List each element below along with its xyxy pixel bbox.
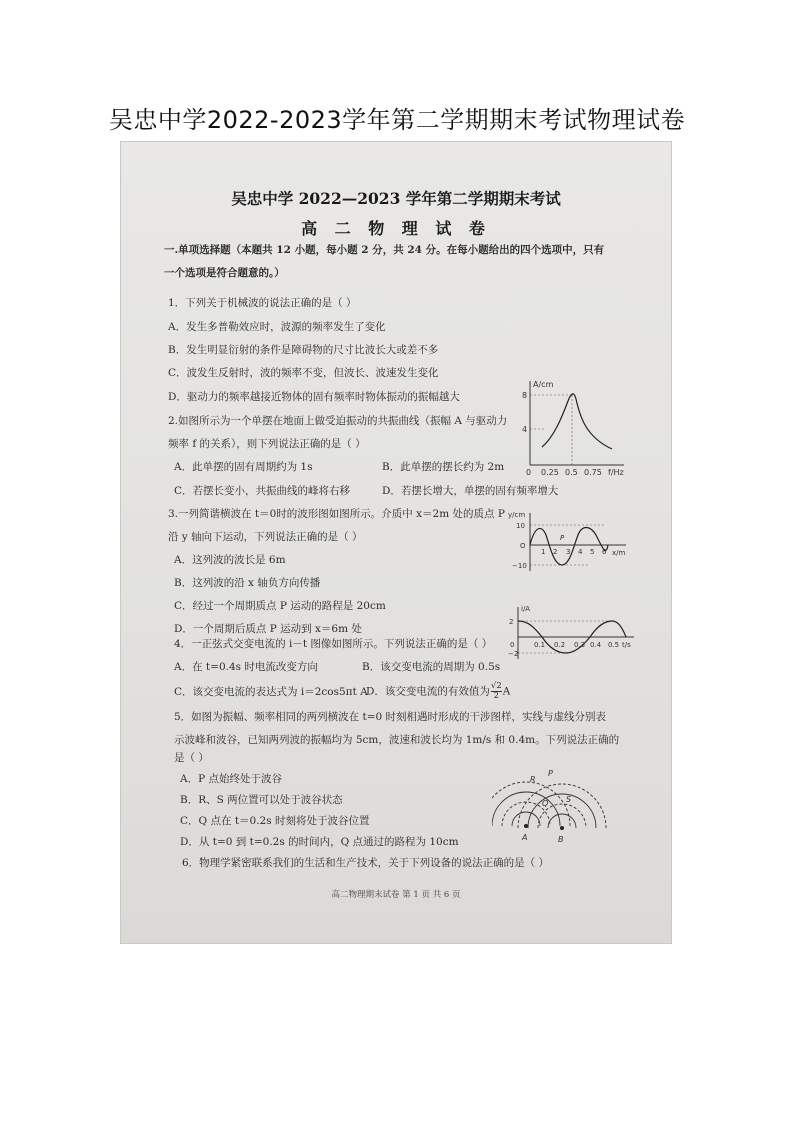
q3-option-d: D．一个周期后质点 P 运动到 x＝6m 处 xyxy=(174,623,362,635)
q2-option-b: B．此单摆的摆长约为 2m xyxy=(382,461,505,473)
q2-stem-line2: 频率 f 的关系），则下列说法正确的是（ ） xyxy=(168,438,366,450)
q2-stem-line1: 2.如图所示为一个单摆在地面上做受迫振动的共振曲线（振幅 A 与驱动力 xyxy=(168,415,508,427)
current-y-tick: −2 xyxy=(508,650,519,658)
wave-x-tick: 5 xyxy=(590,548,595,556)
resonance-y-tick: 4 xyxy=(522,425,528,434)
q5-option-a: A．P 点始终处于波谷 xyxy=(180,773,282,785)
current-y-tick: 2 xyxy=(509,618,514,626)
resonance-x-tick: 0.75 xyxy=(584,468,602,477)
q4-option-c: C．该交变电流的表达式为 i＝2cos5πt A xyxy=(174,686,368,698)
exam-title: 吴忠中学 2022—2023 学年第二学期期末考试 xyxy=(231,189,561,208)
wave-x-tick: 2 xyxy=(553,548,558,556)
wave-x-tick: 4 xyxy=(578,548,583,556)
interference-label-r: R xyxy=(530,775,536,784)
current-figure xyxy=(508,603,638,666)
wave-y-tick: O xyxy=(520,542,526,550)
page-footer: 高二物理期末试卷 第 1 页 共 6 页 xyxy=(331,890,461,900)
q4-option-a: A．在 t=0.4s 时电流改变方向 xyxy=(174,661,318,673)
current-x-tick: 0.3 xyxy=(574,641,586,649)
wave-y-tick: −10 xyxy=(512,562,527,570)
q3-option-b: B．这列波的沿 x 轴负方向传播 xyxy=(174,577,321,589)
wave-x-tick: 3 xyxy=(566,548,571,556)
resonance-x-tick: 0.25 xyxy=(541,468,559,477)
q5-option-b: B．R、S 两位置可以处于波谷状态 xyxy=(180,794,343,806)
wave-y-label: y/cm xyxy=(508,511,526,519)
exam-sheet xyxy=(120,141,672,944)
fraction-numerator: √2 xyxy=(490,681,502,691)
interference-label-p: P xyxy=(548,769,553,778)
q4-option-d xyxy=(366,682,510,701)
q4-option-d-text: D．该交变电流的有效值为 xyxy=(366,685,490,698)
q5-option-c: C．Q 点在 t＝0.2s 时刻将处于波谷位置 xyxy=(180,815,370,827)
wave-point-p: P xyxy=(560,534,565,542)
q4-option-b: B．该交变电流的周期为 0.5s xyxy=(362,661,501,673)
current-x-tick: 0.1 xyxy=(534,641,546,649)
q5-stem-line1: 5．如图为振幅、频率相同的两列横波在 t=0 时刻相遇时形成的干涉图样，实线与虚线分别表 xyxy=(174,711,607,723)
page-title: 吴忠中学2022-2023学年第二学期期末考试物理试卷 xyxy=(108,106,686,134)
exam-subtitle: 高 二 物 理 试 卷 xyxy=(301,219,491,238)
q3-stem-line1: 3.一列简谐横波在 t＝0时的波形图如图所示。介质中 x＝2m 处的质点 P xyxy=(168,508,505,520)
current-x-label: t/s xyxy=(622,641,631,649)
fraction-denominator: 2 xyxy=(493,691,500,701)
q1-option-b: B．发生明显衍射的条件是障碍物的尺寸比波长大或差不多 xyxy=(168,344,439,356)
q1-option-d: D．驱动力的频率越接近物体的固有频率时物体振动的振幅越大 xyxy=(168,391,460,403)
wave-x-tick: 1 xyxy=(541,548,546,556)
current-y-tick: 0 xyxy=(510,641,515,649)
interference-label-q: Q xyxy=(542,799,549,808)
q3-option-a: A．这列波的波长是 6m xyxy=(174,554,286,566)
wave-x-tick: 6 xyxy=(602,548,607,556)
q3-stem-line2: 沿 y 轴向下运动，下列说法正确的是（ ） xyxy=(168,531,363,543)
q5-stem-line2: 示波峰和波谷，已知两列波的振幅均为 5cm，波速和波长均为 1m/s 和 0.4m。下列说法正确的 xyxy=(174,734,620,746)
section-heading-cont: 一个选项是符合题意的。） xyxy=(164,267,285,279)
section-heading: 一.单项选择题（本题共 12 小题，每小题 2 分，共 24 分。在每小题给出的四个选项中，只有 xyxy=(164,244,605,256)
wave-x-label: x/m xyxy=(612,549,626,557)
q5-stem-line3: 是（ ） xyxy=(174,752,209,764)
q6-stem: 6．物理学紧密联系我们的生活和生产技术，关于下列设备的说法正确的是（ ） xyxy=(182,857,550,869)
current-x-tick: 0.2 xyxy=(554,641,566,649)
resonance-x-tick: 0 xyxy=(526,468,532,477)
q4-stem: 4．一正弦式交变电流的 i－t 图像如图所示。下列说法正确的是（ ） xyxy=(174,638,493,650)
wave-y-tick: 10 xyxy=(516,522,525,530)
resonance-y-tick: 8 xyxy=(522,391,528,400)
q1-option-c: C．波发生反射时，波的频率不变，但波长、波速发生变化 xyxy=(168,367,439,379)
q1-stem: 1．下列关于机械波的说法正确的是（ ） xyxy=(168,297,357,309)
q2-option-d: D．若摆长增大，单摆的固有频率增大 xyxy=(382,485,559,497)
resonance-y-label: A/cm xyxy=(533,380,554,389)
resonance-x-tick: 0.5 xyxy=(565,468,578,477)
interference-figure xyxy=(492,766,616,849)
q2-option-c: C．若摆长变小，共振曲线的峰将右移 xyxy=(174,485,351,497)
interference-label-a: A xyxy=(522,833,528,842)
resonance-curve-figure xyxy=(516,377,628,480)
interference-label-b: B xyxy=(558,835,564,844)
current-x-tick: 0.5 xyxy=(608,641,620,649)
q3-option-c: C．经过一个周期质点 P 运动的路程是 20cm xyxy=(174,600,386,612)
exam-photo xyxy=(120,141,672,944)
q1-option-a: A．发生多普勒效应时，波源的频率发生了变化 xyxy=(168,321,386,333)
current-x-tick: 0.4 xyxy=(590,641,602,649)
fraction xyxy=(491,682,502,701)
resonance-x-label: f/Hz xyxy=(608,468,624,477)
q5-option-d: D．从 t=0 到 t=0.2s 的时间内，Q 点通过的路程为 10cm xyxy=(180,836,459,848)
interference-label-s: S xyxy=(566,795,572,804)
unit: A xyxy=(502,685,511,698)
current-y-label: i/A xyxy=(521,605,531,613)
wave-figure xyxy=(508,507,632,582)
q2-option-a: A．此单摆的固有周期约为 1s xyxy=(174,461,313,473)
